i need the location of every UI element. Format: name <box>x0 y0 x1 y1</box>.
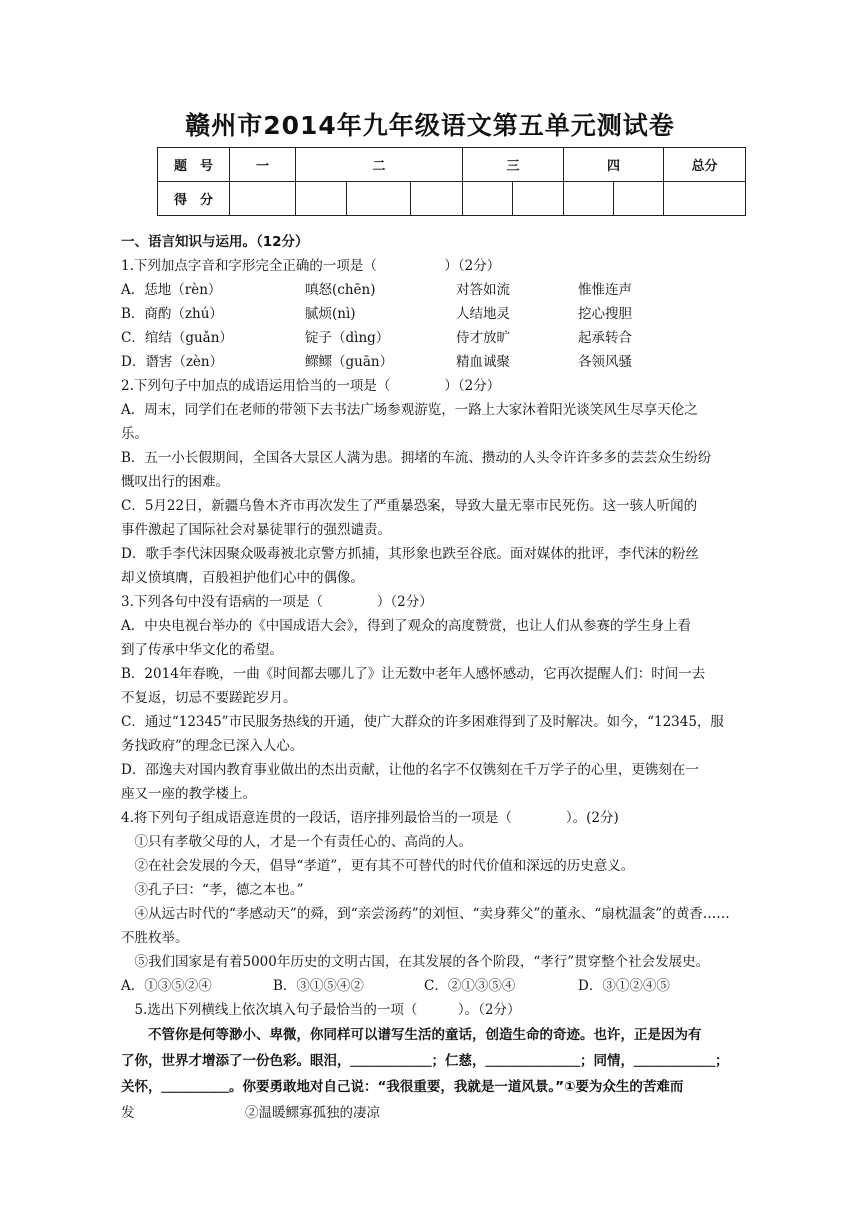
q1-option-cell: 精血诚聚 <box>456 354 510 370</box>
col-header-3: 三 <box>463 148 564 182</box>
q4-option: A．①③⑤②④ <box>121 978 212 994</box>
q4-sentence: 不胜枚举。 <box>121 930 189 946</box>
q2-text-line: D．歌手李代沫因聚众吸毒被北京警方抓捕，其形象也跌至谷底。面对媒体的批评，李代沫的粉丝 <box>121 546 699 562</box>
q5-paragraph-line: 关怀，＿＿＿＿＿。你要勇敢地对自己说：“我很重要，我就是一道风景。”①要为众生的苦难而 <box>121 1079 684 1095</box>
q5-paragraph-line: 不管你是何等渺小、卑微，你同样可以谱写生活的童话，创造生命的奇迹。也许，正是因为有 <box>121 1027 702 1043</box>
score-table <box>157 147 746 216</box>
q5-paragraph-line: 了你，世界才增添了一份色彩。眼泪，＿＿＿＿＿＿；仁慈，＿＿＿＿＿＿＿；同情，＿＿＿＿＿＿； <box>121 1053 729 1069</box>
q3-text-line: A．中央电视台举办的《中国成语大会》，得到了观众的高度赞赏，也让人们从参赛的学生身上看 <box>121 618 691 634</box>
q5-last-line-left: 发 <box>121 1105 135 1121</box>
col-header-1: 一 <box>230 148 296 182</box>
q1-option-cell: 对答如流 <box>456 282 510 298</box>
score-cell[interactable] <box>230 182 296 216</box>
score-value-row <box>158 182 746 216</box>
q4-sentence: ③孔子曰：“孝，德之本也。” <box>121 882 304 898</box>
q1-option-cell: 起承转合 <box>578 330 632 346</box>
question-2-stem: 2.下列句子中加点的成语运用恰当的一项是（ ）（2分） <box>121 378 501 394</box>
score-cell[interactable] <box>347 182 411 216</box>
section-heading: 一、语言知识与运用。（12分） <box>121 234 309 250</box>
q1-option-cell: 侍才放旷 <box>456 330 510 346</box>
q3-text-line: 到了传承中华文化的希望。 <box>121 642 283 658</box>
question-5-stem: 5.选出下列横线上依次填入句子最恰当的一项（ ）。（2分） <box>121 1002 521 1018</box>
q2-text-line: 慨叹出行的困难。 <box>121 474 229 490</box>
q4-option: C．②①③⑤④ <box>424 978 516 994</box>
q3-text-line: 座又一座的教学楼上。 <box>121 786 256 802</box>
q1-option-cell: 挖心搜胆 <box>578 306 632 322</box>
row-label-score: 得 分 <box>158 182 230 216</box>
score-cell[interactable] <box>411 182 463 216</box>
q1-option-cell: 腻烦(nì) <box>305 306 356 322</box>
q1-option-cell: 惟惟连声 <box>578 282 632 298</box>
q3-text-line: D．邵逸夫对国内教育事业做出的杰出贡献，让他的名字不仅镌刻在千万学子的心里，更镌刻在一 <box>121 762 699 778</box>
q2-text-line: C．5月22日，新疆乌鲁木齐市再次发生了严重暴恐案，导致大量无辜市民死伤。这一骇人听闻的 <box>121 498 698 514</box>
q2-text-line: 事件激起了国际社会对暴徒罪行的强烈谴责。 <box>121 522 391 538</box>
q3-text-line: B．2014年春晚，一曲《时间都去哪儿了》让无数中老年人感怀感动，它再次提醒人们：时间一去 <box>121 666 706 682</box>
score-cell[interactable] <box>296 182 347 216</box>
q1-option-cell: 各领风骚 <box>578 354 632 370</box>
col-header-2: 二 <box>296 148 463 182</box>
q3-text-line: 不复返，切忌不要蹉跎岁月。 <box>121 690 297 706</box>
q1-option-cell: A．恁地（rèn） <box>121 282 222 298</box>
score-cell[interactable] <box>513 182 564 216</box>
score-cell[interactable] <box>564 182 614 216</box>
q1-option-cell: 人结地灵 <box>456 306 510 322</box>
col-header-4: 四 <box>564 148 664 182</box>
q2-text-line: B．五一小长假期间，全国各大景区人满为患。拥堵的车流、攒动的人头令许许多多的芸芸众生纷纷 <box>121 450 712 466</box>
q4-sentence: ②在社会发展的今天，倡导“孝道”，更有其不可替代的时代价值和深远的历史意义。 <box>121 858 635 874</box>
q4-sentence: ④从远古时代的“孝感动天”的舜，到“亲尝汤药”的刘恒、“卖身葬父”的董永、“扇枕温衾”的黄香…… <box>121 906 730 922</box>
row-label-question-no: 题 号 <box>158 148 230 182</box>
page-title: 赣州市2014年九年级语文第五单元测试卷 <box>185 111 675 140</box>
q1-option-cell: D．谮害（zèn） <box>121 354 224 370</box>
q1-option-cell: B．商酌（zhú） <box>121 306 223 322</box>
question-4-stem: 4.将下列句子组成语意连贯的一段话，语序排列最恰当的一项是（ ）。(2分) <box>121 810 619 826</box>
q2-text-line: A．周末，同学们在老师的带领下去书法广场参观游览，一路上大家沐着阳光谈笑风生尽享天伦之 <box>121 402 698 418</box>
q5-option-2: ②温暖鳏寡孤独的凄凉 <box>245 1105 380 1121</box>
q3-text-line: C．通过“12345”市民服务热线的开通，使广大群众的许多困难得到了及时解决。如今，“12345，服 <box>121 714 724 730</box>
q4-sentence: ①只有孝敬父母的人，才是一个有责任心的、高尚的人。 <box>121 834 472 850</box>
q4-sentence: ⑤我们国家是有着5000年历史的文明古国，在其发展的各个阶段，“孝行”贯穿整个社会发展史。 <box>121 954 710 970</box>
score-header-row <box>158 148 746 182</box>
col-header-total: 总分 <box>664 148 746 182</box>
score-cell[interactable] <box>614 182 664 216</box>
q1-option-cell: C．绾结（guǎn） <box>121 330 233 346</box>
q1-option-cell: 嗔怒(chēn) <box>305 282 376 298</box>
q4-option: B．③①⑤④② <box>273 978 364 994</box>
question-3-stem: 3.下列各句中没有语病的一项是（ ）（2分） <box>121 594 433 610</box>
q1-option-cell: 鳏鳏（guān） <box>305 354 394 370</box>
q3-text-line: 务找政府”的理念已深入人心。 <box>121 738 304 754</box>
q4-option: D．③①②④⑤ <box>578 978 670 994</box>
q2-text-line: 乐。 <box>121 426 148 442</box>
score-cell[interactable] <box>664 182 746 216</box>
q2-text-line: 却义愤填膺，百般袒护他们心中的偶像。 <box>121 570 364 586</box>
score-cell[interactable] <box>463 182 513 216</box>
question-1-stem: 1.下列加点字音和字形完全正确的一项是（ ）（2分） <box>121 258 501 274</box>
q1-option-cell: 锭子（dìng） <box>305 330 390 346</box>
